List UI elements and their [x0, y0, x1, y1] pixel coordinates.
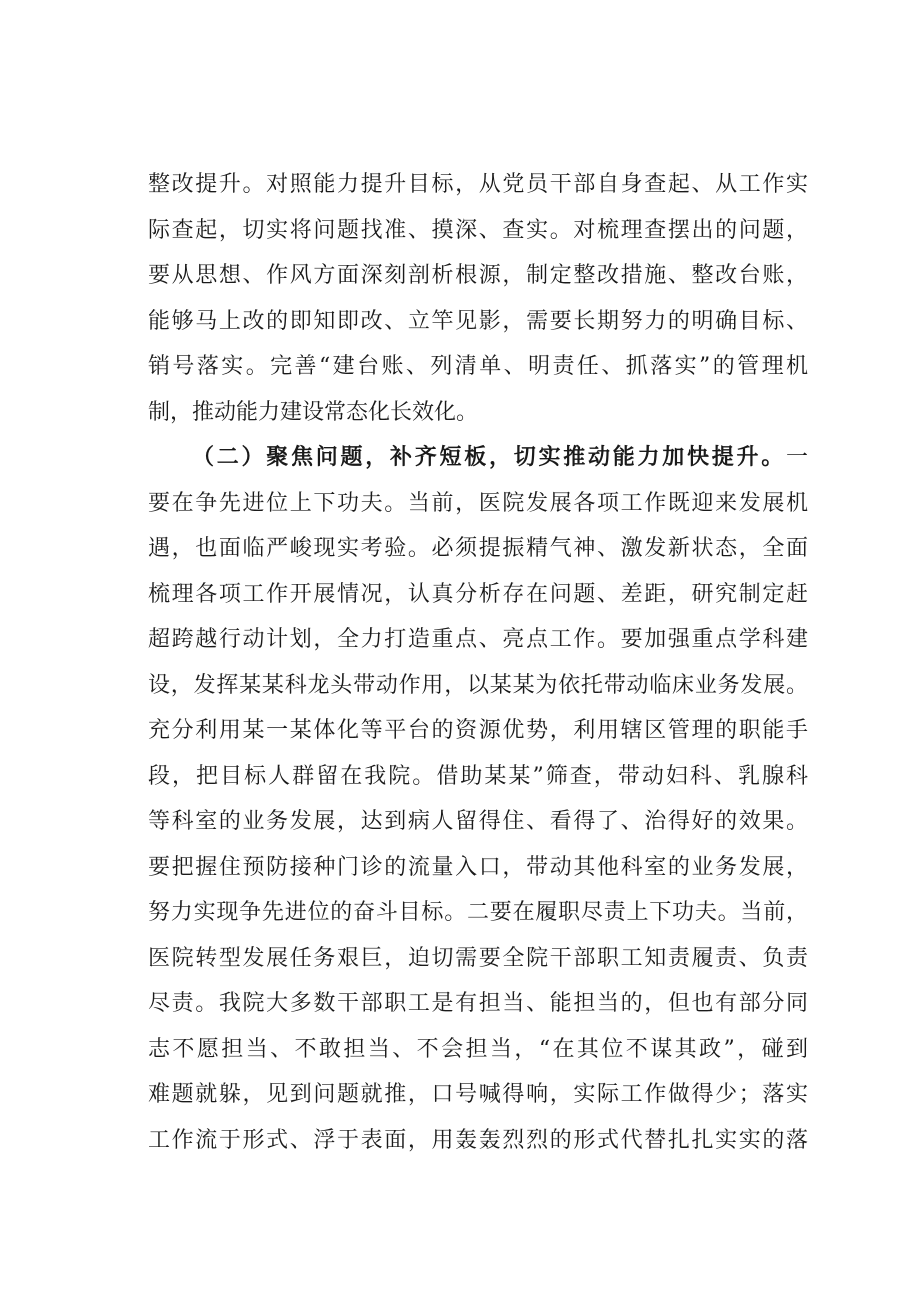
- paragraph-line: 超跨越行动计划，全力打造重点、亮点工作。要加强重点学科建: [148, 627, 808, 652]
- paragraph-line: 等科室的业务发展，达到病人留得住、看得了、治得好的效果。: [148, 809, 808, 834]
- paragraph-line: 要在争先进位上下功夫。当前，医院发展各项工作既迎来发展机: [148, 490, 808, 516]
- paragraph-line: 销号落实。完善“建台账、列清单、明责任、抓落实”的管理机: [148, 354, 808, 379]
- paragraph-line: 医院转型发展任务艰巨，迫切需要全院干部职工知责履责、负责: [148, 945, 808, 971]
- document-body: [148, 162, 808, 1163]
- paragraph-line: 充分利用某一某体化等平台的资源优势，利用辖区管理的职能手: [148, 718, 808, 743]
- paragraph-line: 遇，也面临严峻现实考验。必须提振精气神、激发新状态，全面: [148, 536, 808, 561]
- heading-line-tail: 一: [785, 445, 808, 470]
- paragraph-line: 制，推动能力建设常态化长效化。: [148, 399, 479, 425]
- paragraph-line: 难题就躲，见到问题就推，口号喊得响，实际工作做得少；落实: [148, 1082, 808, 1107]
- section-heading-line: [148, 435, 808, 481]
- section-heading: （二）聚焦问题，补齐短板，切实推动能力加快提升。: [192, 444, 786, 470]
- paragraph-line: 段，把目标人群留在我院。借助某某”筛查，带动妇科、乳腺科: [148, 763, 808, 789]
- paragraph-line: 能够马上改的即知即改、立竿见影，需要长期努力的明确目标、: [148, 308, 808, 334]
- paragraph-line: 设，发挥某某科龙头带动作用，以某某为依托带动临床业务发展。: [148, 672, 808, 698]
- paragraph-line: 努力实现争先进位的奋斗目标。二要在履职尽责上下功夫。当前，: [148, 900, 808, 925]
- paragraph-line: 际查起，切实将问题找准、摸深、查实。对梳理查摆出的问题，: [148, 217, 808, 243]
- paragraph-line: 要把握住预防接种门诊的流量入口，带动其他科室的业务发展，: [148, 854, 808, 880]
- paragraph-line: 要从思想、作风方面深刻剖析根源，制定整改措施、整改台账，: [148, 263, 808, 288]
- paragraph-line: 尽责。我院大多数干部职工是有担当、能担当的，但也有部分同: [148, 991, 808, 1016]
- paragraph-line: 工作流于形式、浮于表面，用轰轰烈烈的形式代替扎扎实实的落: [148, 1127, 808, 1153]
- paragraph-line: 梳理各项工作开展情况，认真分析存在问题、差距，研究制定赶: [148, 581, 808, 607]
- paragraph-line: 志不愿担当、不敢担当、不会担当，“在其位不谋其政”，碰到: [148, 1036, 808, 1062]
- paragraph-line: 整改提升。对照能力提升目标，从党员干部自身查起、从工作实: [148, 172, 808, 197]
